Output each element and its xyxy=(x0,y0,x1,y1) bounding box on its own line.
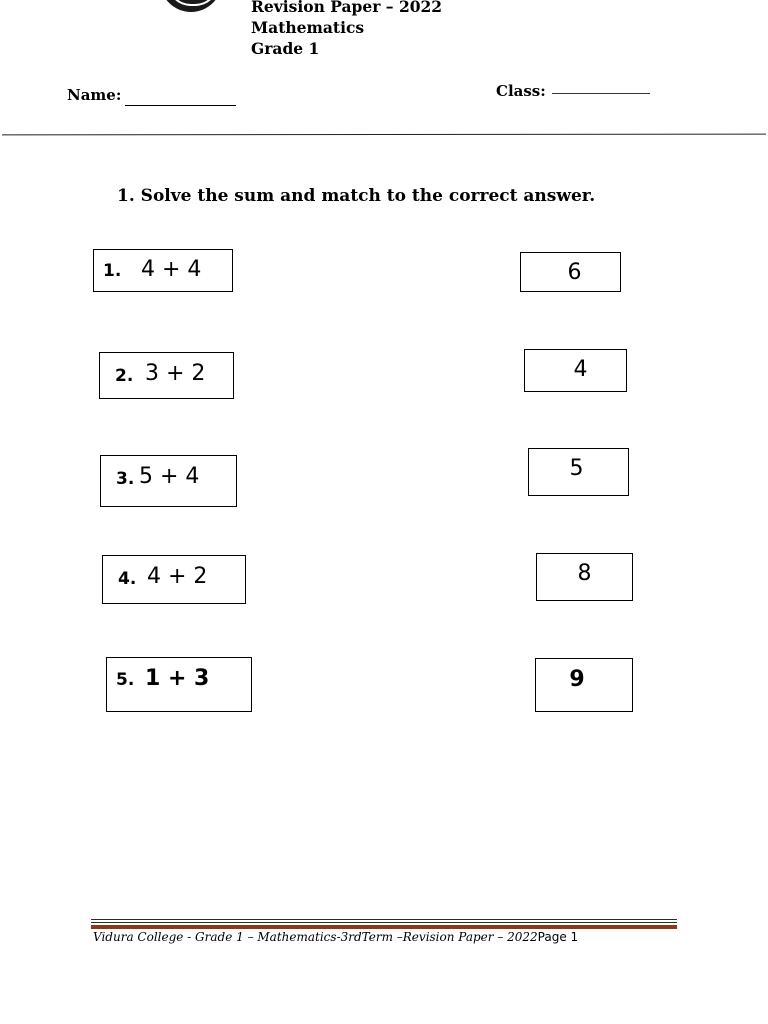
answer-box-5 xyxy=(535,658,633,712)
name-label: Name: xyxy=(67,86,122,104)
footer-rule-thin xyxy=(91,919,677,920)
answer-value: 4 xyxy=(573,357,588,382)
answer-box-2 xyxy=(524,349,627,392)
name-blank-line[interactable] xyxy=(125,105,236,106)
sum-box-4 xyxy=(102,555,246,604)
sum-number: 5. xyxy=(116,670,135,690)
header-divider xyxy=(2,134,766,136)
paper-title: Revision Paper – 2022 xyxy=(251,0,443,16)
answer-box-1 xyxy=(520,252,621,292)
sum-box-3 xyxy=(100,455,237,507)
answer-value: 5 xyxy=(569,456,584,481)
paper-subject: Mathematics xyxy=(251,18,365,37)
question-heading: 1. Solve the sum and match to the correct answer. xyxy=(117,186,596,206)
sum-expression: 1 + 3 xyxy=(145,666,210,691)
answer-value: 9 xyxy=(569,667,585,692)
class-blank-line[interactable] xyxy=(552,93,650,94)
answer-value: 6 xyxy=(567,260,582,285)
sum-expression: 3 + 2 xyxy=(145,361,206,386)
footer-text: Vidura College - Grade 1 – Mathematics-3rdTerm –Revision Paper – 2022 xyxy=(93,930,538,944)
sum-number: 3. xyxy=(116,469,135,489)
footer-rule-accent xyxy=(91,925,677,929)
answer-value: 8 xyxy=(577,561,592,586)
sum-box-1 xyxy=(93,249,233,292)
sum-number: 1. xyxy=(103,261,122,281)
sum-expression: 4 + 2 xyxy=(147,564,208,589)
sum-expression: 4 + 4 xyxy=(141,257,202,282)
class-label: Class: xyxy=(496,82,546,100)
sum-box-5 xyxy=(106,657,252,712)
sum-number: 4. xyxy=(118,569,137,589)
footer-rule-thin-2 xyxy=(91,922,677,923)
sum-number: 2. xyxy=(115,366,134,386)
sum-box-2 xyxy=(99,352,234,399)
footer xyxy=(93,930,578,944)
sum-expression: 5 + 4 xyxy=(139,464,200,489)
school-logo xyxy=(160,0,222,12)
answer-box-3 xyxy=(528,448,629,496)
page-number: Page 1 xyxy=(537,930,579,944)
paper-grade: Grade 1 xyxy=(251,39,320,58)
answer-box-4 xyxy=(536,553,633,601)
